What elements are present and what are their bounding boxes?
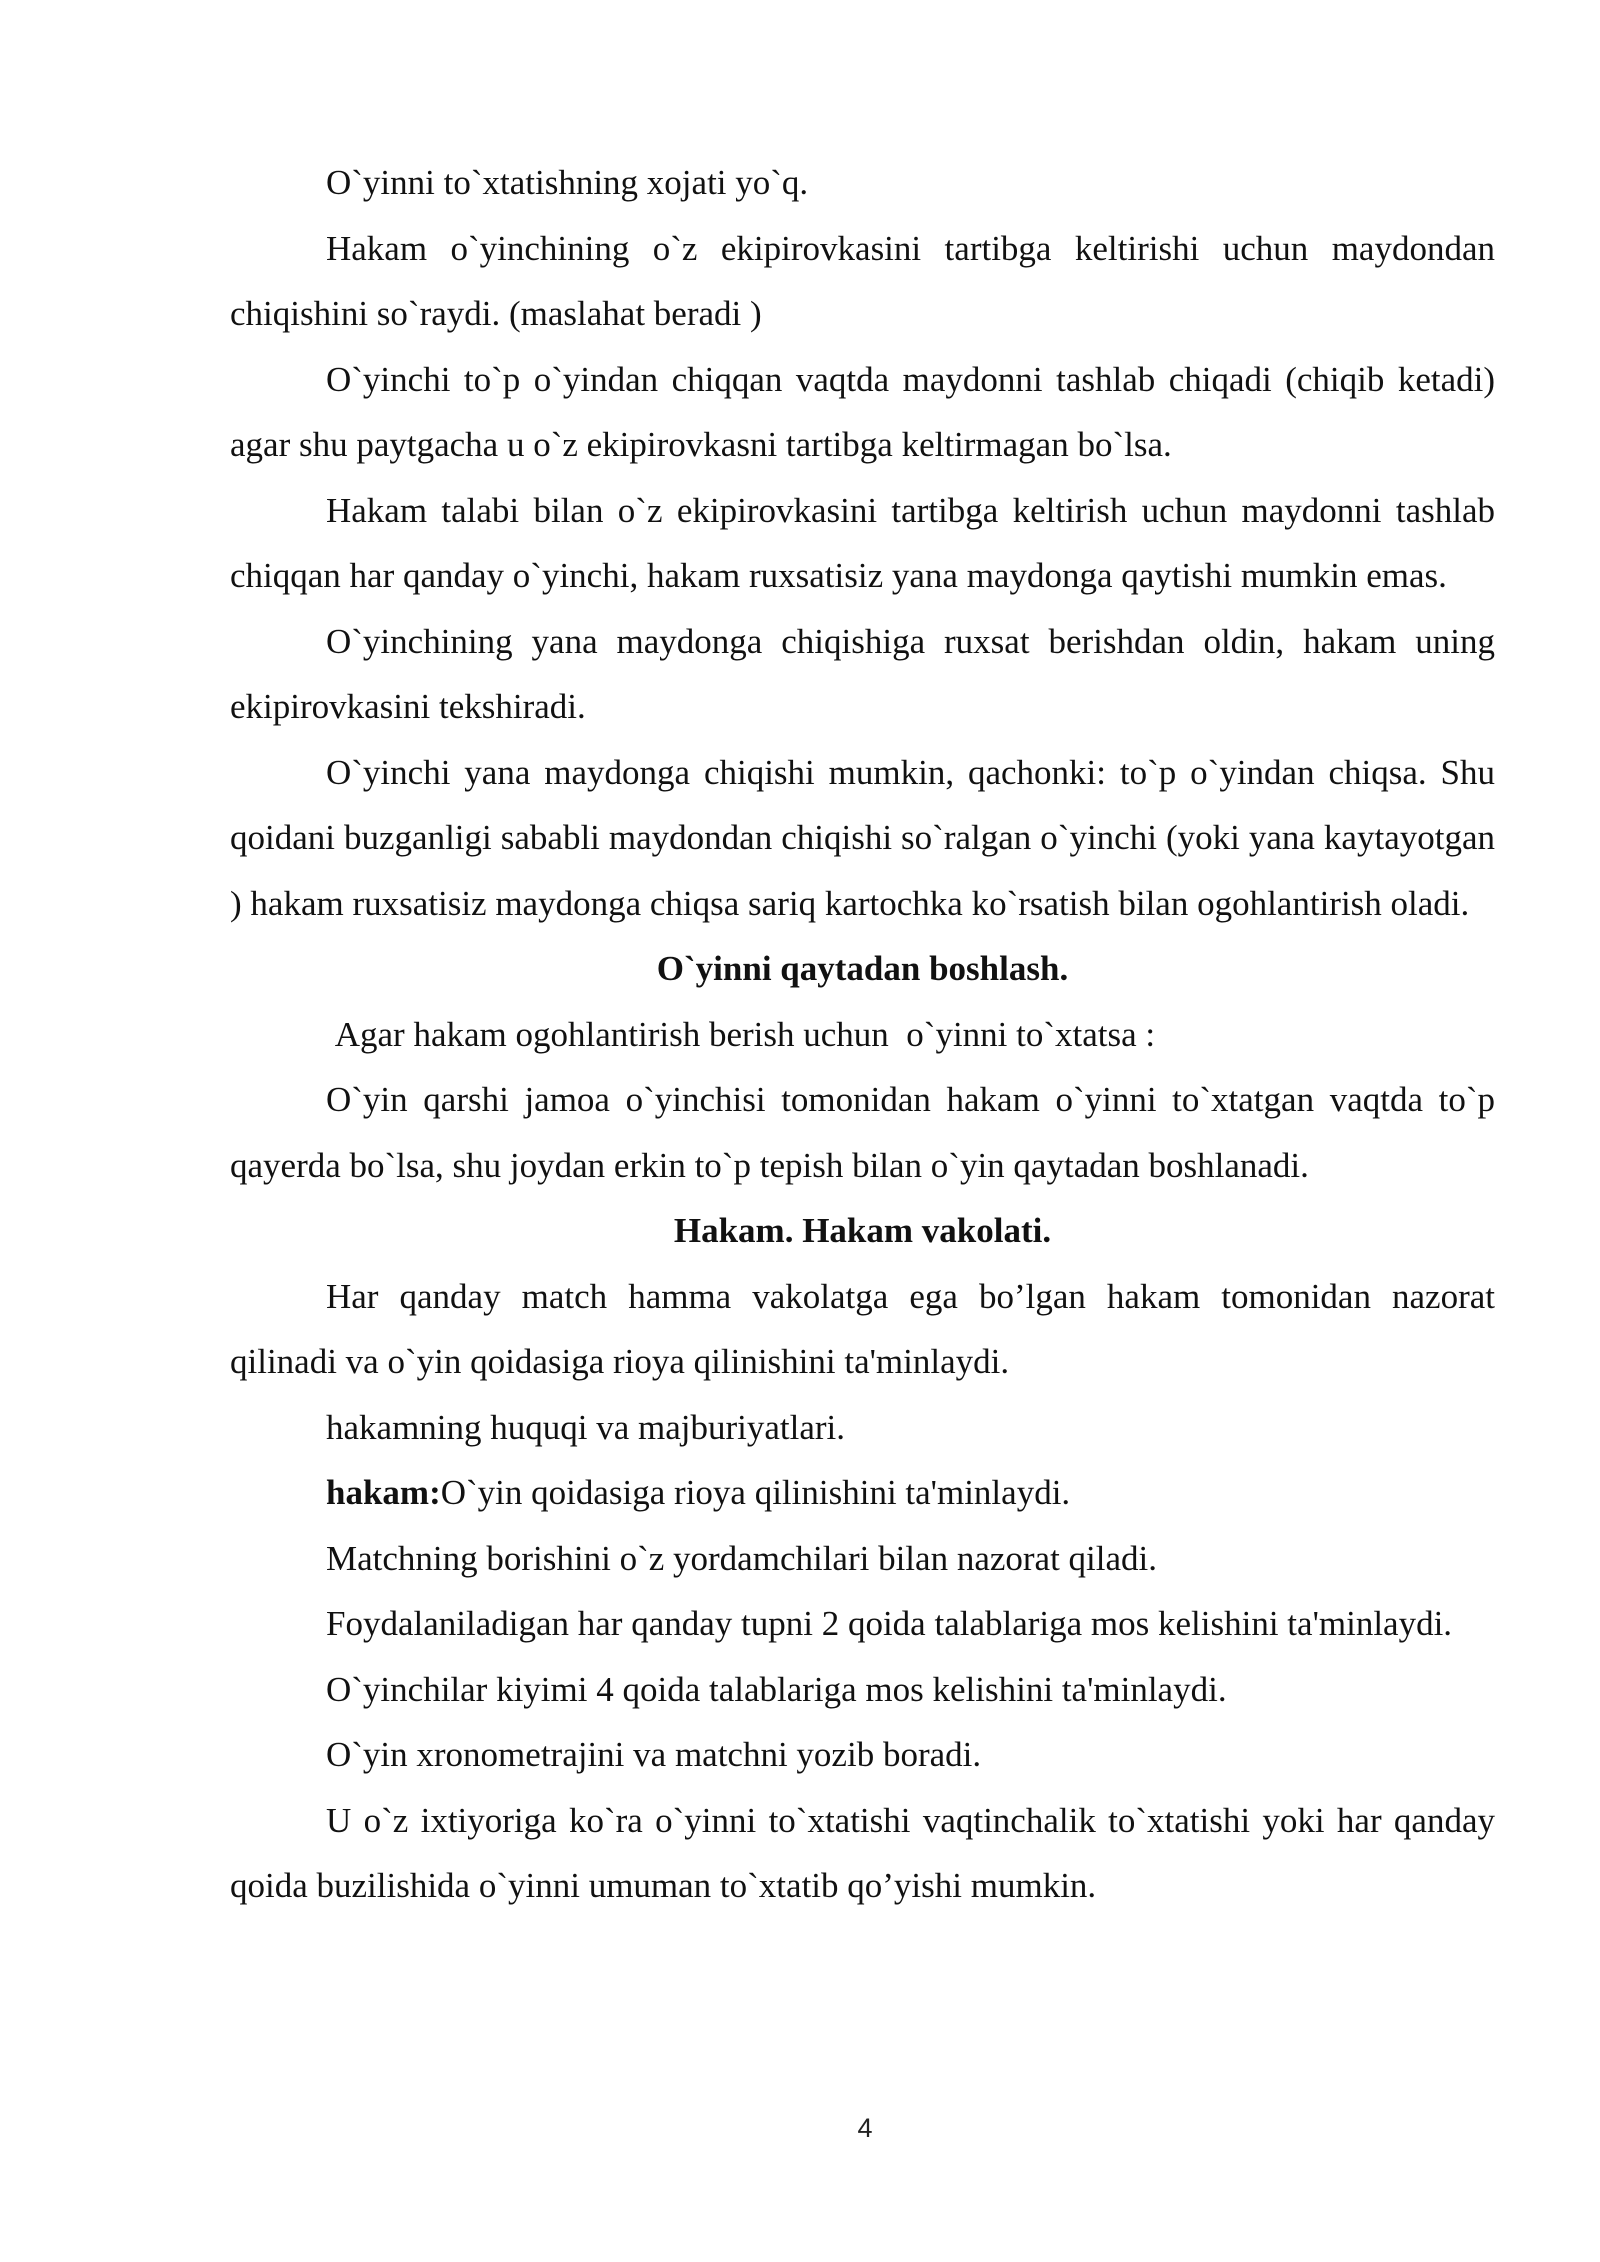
page-number: 4 (857, 2113, 873, 2143)
paragraph: O`yin qarshi jamoa o`yinchisi tomonidan hakam o`yinni to`xtatgan vaqtda to`p qayerda bo`lsa, shu joydan erkin to`p tepish bilan o`yin qaytadan boshlanadi. (230, 1080, 1495, 1185)
paragraph: O`yinchining yana maydonga chiqishiga ruxsat berishdan oldin, hakam uning ekipirovkasini tekshiradi. (230, 621, 1495, 726)
section-heading: O`yinni qaytadan boshlash. (656, 949, 1069, 988)
paragraph: Har qanday match hamma vakolatga ega bo’lgan hakam tomonidan nazorat qilinadi va o`yin qoidasiga rioya qilinishini ta'minlaydi. (230, 1276, 1495, 1381)
section-heading: Hakam. Hakam vakolati. (673, 1211, 1052, 1250)
paragraph: Foydalaniladigan har qanday tupni 2 qoida talablariga mos kelishini ta'minlaydi. (326, 1604, 1453, 1643)
paragraph-text: O`yin qoidasiga rioya qilinishini ta'minlaydi. (440, 1473, 1071, 1512)
paragraph: U o`z ixtiyoriga ko`ra o`yinni to`xtatishi vaqtinchalik to`xtatishi yoki har qanday qoida buzilishida o`yinni umuman to`xtatib qo’yishi mumkin. (230, 1800, 1495, 1905)
paragraph: Hakam o`yinchining o`z ekipirovkasini tartibga keltirishi uchun maydondan chiqishini so`raydi. (maslahat beradi ) (230, 228, 1495, 333)
paragraph (230, 1460, 1495, 1526)
paragraph: O`yinchi yana maydonga chiqishi mumkin, qachonki: to`p o`yindan chiqsa. Shu qoidani buzganligi sababli maydondan chiqishi so`ralgan o`yinchi (yoki yana kaytayotgan ) hakam ruxsatisiz maydonga chiqsa sariq kartochka ko`rsatish bilan ogohlantirish oladi. (230, 752, 1495, 923)
paragraph: Matchning borishini o`z yordamchilari bilan nazorat qiladi. (326, 1538, 1158, 1578)
paragraph: Hakam talabi bilan o`z ekipirovkasini tartibga keltirish uchun maydonni tashlab chiqqan har qanday o`yinchi, hakam ruxsatisiz yana maydonga qaytishi mumkin emas. (230, 490, 1495, 595)
paragraph: O`yinni to`xtatishning xojati yo`q. (326, 163, 809, 202)
paragraph: Agar hakam ogohlantirish berish uchun o`yinni to`xtatsa : (326, 1014, 1156, 1054)
bold-lead-term: hakam: (326, 1473, 441, 1512)
paragraph: hakamning huquqi va majburiyatlari. (326, 1407, 846, 1447)
paragraph: O`yinchilar kiyimi 4 qoida talablariga mos kelishini ta'minlaydi. (326, 1669, 1227, 1709)
document-page (230, 150, 1495, 1919)
paragraph: O`yin xronometrajini va matchni yozib boradi. (326, 1735, 982, 1774)
paragraph: O`yinchi to`p o`yindan chiqqan vaqtda maydonni tashlab chiqadi (chiqib ketadi) agar shu paytgacha u o`z ekipirovkasni tartibga keltirmagan bo`lsa. (230, 359, 1495, 464)
